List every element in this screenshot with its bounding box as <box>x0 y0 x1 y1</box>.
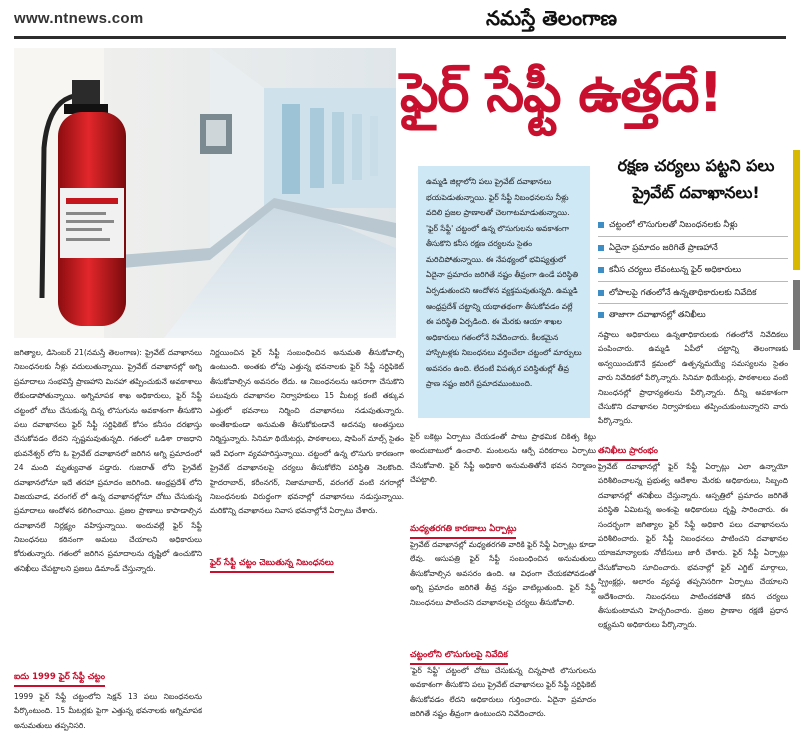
bullet-icon <box>598 222 604 228</box>
section-heading-report: చట్టంలోని లొసుగులపై నివేదిక <box>410 650 508 665</box>
header-rule <box>14 36 786 39</box>
section-heading-rules: ఫైర్ సేఫ్టీ చట్టం చెబుతున్న నిబంధనలు <box>210 558 334 573</box>
highlight-item: కనీస చర్యలు లేవంటున్న ఫైర్ అధికారులు <box>598 259 788 282</box>
column-3: పైర్ బకెట్లు ఏర్పాటు చేయడంతో పాటు ప్రాథమిక చికిత్స కిట్లు అందుబాటులో ఉంచాలి. మంటలను ఆర్పే పరికరాలు ఏర్పాటు చేసుకోవాలి. ఫైర్ సేఫ్టీ అధికారి అనుమతితోనే భవన నిర్మాణం చేపట్టాలి. <box>410 432 596 485</box>
highlight-item: తాజాగా దవాఖానల్లో తనిఖీలు <box>598 304 788 326</box>
column-1: జగిత్యాల, డిసెంబర్ 21(నమస్తే తెలంగాణ): ప్రైవేట్ దవాఖానలు నిబంధనలకు నీళ్లు వదులుతున్నాయి. ప్రైవేట్ దవాఖానల్లో అగ్ని ప్రమాదాలు సంభవిస్తే ప్రాణహాని మినహా తప్పించుకునే అవకాశాలు లేకుండాపోతున్నాయి. అగ్నిమాపక శాఖ అధికారులు, ఫైర్ సేఫ్టీ చట్టంలో చోటు చేసుకున్న చిన్న లొసుగును అవకాశంగా తీసుకొని పలు దవాఖానలు ఫైర్ సేఫ్టీ సర్టిఫికెట్ కోసం కనీసం దరఖాస్తు చేసుకోవడం లేదని స్పష్టమవుతున్నది. గతంలో ఒడిశా రాజధాని భువనేశ్వర్ లోని ఓ ప్రైవేట్ దవాఖానలో జరిగిన అగ్ని ప్రమాదంలో 24 మంది మృత్యువాత పడ్డారు. గుజరాత్ లోని ప్రైవేట్ దవాఖానలోనూ ఇదే తరహా ప్రమాదం జరిగింది. ఆంధ్రప్రదేశ్ లోని విజయవాడ, వరంగల్ లో ఉన్న దవాఖానల్లోనూ చోటు చేసుకున్న ప్రమాదాలు ఆందోళన కలిగించాయి. ప్రజల ప్రాణాలు కాపాడాల్సిన దవాఖానలే నిర్లక్ష్యం వహిస్తున్నాయి. అందువల్లే ఫైర్ సేఫ్టీ నిబంధనలు కఠినంగా అమలు చేయాలని అధికారులు కోరుతున్నారు. గతంలో జరిగిన ప్రమాదాలను దృష్టిలో ఉంచుకొని తనిఖీలు చేపట్టాలని ప్రజలు డిమాండ్ చేస్తున్నారు. <box>14 348 202 573</box>
section-heading-1999-act: ఐదు 1999 ఫైర్ సేఫ్టీ చట్టం <box>14 672 105 687</box>
highlight-item: ఏదైనా ప్రమాదం జరిగితే ప్రాణహానే <box>598 237 788 260</box>
section-heading-arrangements: మధ్యతరగతి కారణాలు ఏర్పాట్లు <box>410 524 516 539</box>
bullet-icon <box>598 245 604 251</box>
bullet-icon <box>598 312 604 318</box>
column-3-report: 'ఫైర్ సేఫ్టీ' చట్టంలో చోటు చేసుకున్న చిన్నపాటి లొసుగులను అవకాశంగా తీసుకొని పలు ప్రైవేట్ దవాఖానలు ఫైర్ సేఫ్టీ సర్టిఫికెట్ తీసుకోవడం లేదని అధికారులు గుర్తించారు. ఏదైనా ప్రమాదం జరిగితే నష్టం తీవ్రంగా ఉంటుందని నివేదించారు. <box>410 666 596 719</box>
subheadline: రక్షణ చర్యలు పట్టని పలు ప్రైవేట్ దవాఖానలు! <box>617 156 775 203</box>
article-photo <box>14 48 396 338</box>
intro-box <box>418 166 590 418</box>
headline: ఫైర్ సేఫ్టీ ఉత్తదే! <box>400 61 723 124</box>
highlights-list <box>598 214 788 326</box>
column-1-continued: 1999 ఫైర్ సేఫ్టీ చట్టంలోని సెక్షన్ 13 పలు నిబంధనలను పేర్కొంటుంది. 15 మీటర్లకు పైగా ఎత్తున్న భవనాలకు అగ్నిమాపక అనుమతులు తప్పనిసరి. <box>14 692 202 730</box>
intro-text: ఉమ్మడి జిల్లాలోని పలు ప్రైవేట్ దవాఖానలు భయపెడుతున్నాయి. ఫైర్ సేఫ్టీ నిబంధనలను నీళ్లు వదిలి ప్రజల ప్రాణాలతో చెలగాటమాడుతున్నాయి. 'ఫైర్ సేఫ్టీ' చట్టంలో ఉన్న లొసుగులను అవకాశంగా తీసుకొని కనీస రక్షణ చర్యలను సైతం మరిచిపోతున్నాయి. ఈ నేపథ్యంలో భవిష్యత్తులో ఏదైనా ప్రమాదం జరిగితే నష్టం తీవ్రంగా ఉండే పరిస్థితి ఏర్పడుతుందని ఆందోళన వ్యక్తమవుతున్నది. ఉమ్మడి ఆంధ్రప్రదేశ్ చట్టాన్ని యథాతథంగా తీసుకోవడం వల్లే ఈ పరిస్థితి ఏర్పడింది. ఈ మేరకు ఆయా శాఖల అధికారులు గతంలోనే నివేదించారు. కీలకమైన హాస్పిటళ్లకు నిబంధనలు వర్తించేలా చట్టంలో మార్పులు అవసరం ఉంది. లేదంటే విపత్కర పరిస్థితుల్లో తీవ్ర ప్రాణ నష్టం జరిగే ప్రమాదముంటుంది. <box>426 177 582 389</box>
page-edge-marker <box>793 280 800 350</box>
column-4: నష్టాలు అధికారులు ఉన్నతాధికారులకు గతంలోనే నివేదికలు పంపించారు. ఉమ్మడి ఏపీలో చట్టాన్ని తెలంగాణకు అన్వయించుకొనే క్రమంలో ఉత్పన్నమయ్యే సమస్యలను సైతం వారు నివేదికలో పేర్కొన్నారు. సినిమా థియేటర్లు, పాఠశాలలు వంటి నిబంధనల్లో ప్రాధాన్యతలను పేర్కొన్నారు. దీన్ని అవకాశంగా చేసుకొని దవాఖానల నిర్వాహకులు తప్పించుకుంటున్నారని వారు పేర్కొన్నారు. <box>598 330 788 426</box>
page-edge-marker <box>793 150 800 270</box>
newspaper-brand: నమస్తే తెలంగాణ <box>486 6 618 30</box>
bullet-icon <box>598 290 604 296</box>
highlight-item: చట్టంలో లొసుగులతో నిబంధనలకు నీళ్లు <box>598 214 788 237</box>
fire-extinguisher-photo <box>14 48 396 338</box>
highlight-item: లోపాలపై గతంలోనే ఉన్నతాధికారులకు నివేదిక <box>598 282 788 305</box>
column-3-continued: ప్రైవేట్ దవాఖానల్లో మధ్యతరగతి వారికి ఫైర్ సేఫ్టీ ఏర్పాట్లు కూడా లేవు. ఆసుపత్రి ఫైర్ సేఫ్టీ సంబంధించిన అనుమతులు తీసుకోవాల్సిన అవసరం ఉంది. ఆ విధంగా చేయకపోవడంతో అగ్ని ప్రమాదం జరిగితే తీవ్ర నష్టం వాటిల్లుతుంది. ఫైర్ సేఫ్టీ నిబంధనలు పాటించని దవాఖానలపై చర్యలు తీసుకోవాలి. <box>410 540 596 607</box>
site-url[interactable]: www.ntnews.com <box>14 10 144 27</box>
column-4-continued: ప్రైవేట్ దవాఖానల్లో ఫైర్ సేఫ్టీ ఏర్పాట్లు ఎలా ఉన్నాయో పరిశీలించాలన్న ప్రభుత్వ ఆదేశాల మేరకు అధికారులు, సిబ్బంది దవాఖానల్లో తనిఖీలు చేస్తున్నారు. ఆస్పత్రిలో ప్రమాదం జరిగితే పరిస్థితి ఏమిటన్న అంశంపై అధికారులు దృష్టి సారించారు. ఈ సందర్భంగా జగిత్యాల ఫైర్ సేఫ్టీ అధికారి పలు దవాఖానలను పరిశీలించారు. ఫైర్ సేఫ్టీ నిబంధనలు పాటించని దవాఖానల యాజమాన్యాలకు నోటీసులు జారీ చేశారు. ఫైర్ సేఫ్టీ ఏర్పాట్లు చేసుకోవాలని సూచించారు. భవనాల్లో ఫైర్ ఎగ్జిట్ మార్గాలు, స్ప్రింక్లర్లు, అలారం వ్యవస్థ తప్పనిసరిగా ఏర్పాటు చేయాలని ఆదేశించారు. నిబంధనలు పాటించకపోతే కఠిన చర్యలు తీసుకుంటామని హెచ్చరించారు. ప్రజల ప్రాణాల రక్షణే ప్రధాన లక్ష్యమని అధికారులు పేర్కొన్నారు. <box>598 462 788 630</box>
bullet-icon <box>598 267 604 273</box>
column-2: నిర్ణయించిన ఫైర్ సేఫ్టీ సంబంధించిన అనుమతి తీసుకోవాల్సి ఉంటుంది. అంతకు లోపు ఎత్తున్న భవనాలకు ఫైర్ సేఫ్టీ సర్టిఫికెట్ తీసుకోవాల్సిన అవసరం లేదు. ఆ నిబంధనలను ఆసరాగా చేసుకొని పలువురు దవాఖానల నిర్వాహకులు 15 మీటర్ల కంటే తక్కువ ఎత్తులో భవనాలు నిర్మించి దవాఖానలు నడుపుతున్నారు. అంతేకాకుండా అనుమతి తీసుకోకుండానే అదనపు అంతస్తులు నిర్మిస్తున్నారు. సినిమా థియేటర్లు, పాఠశాలలు, షాపింగ్ మాల్స్ సైతం ఇదే విధంగా వ్యవహరిస్తున్నాయి. చట్టంలో ఉన్న లొసుగు కారణంగా ప్రైవేట్ దవాఖానలపై చర్యలు తీసుకోలేని పరిస్థితి నెలకొంది. హైదరాబాద్, కరీంనగర్, నిజామాబాద్, వరంగల్ వంటి నగరాల్లో నిబంధనలకు విరుద్ధంగా భవనాల్లో దవాఖానలు నడుస్తున్నాయి. మరికొన్ని దవాఖానలు నివాస భవనాల్లోనే ఏర్పాటు చేశారు. <box>210 348 404 516</box>
section-heading-inspections: తనిఖీలు ప్రారంభం <box>598 446 658 461</box>
